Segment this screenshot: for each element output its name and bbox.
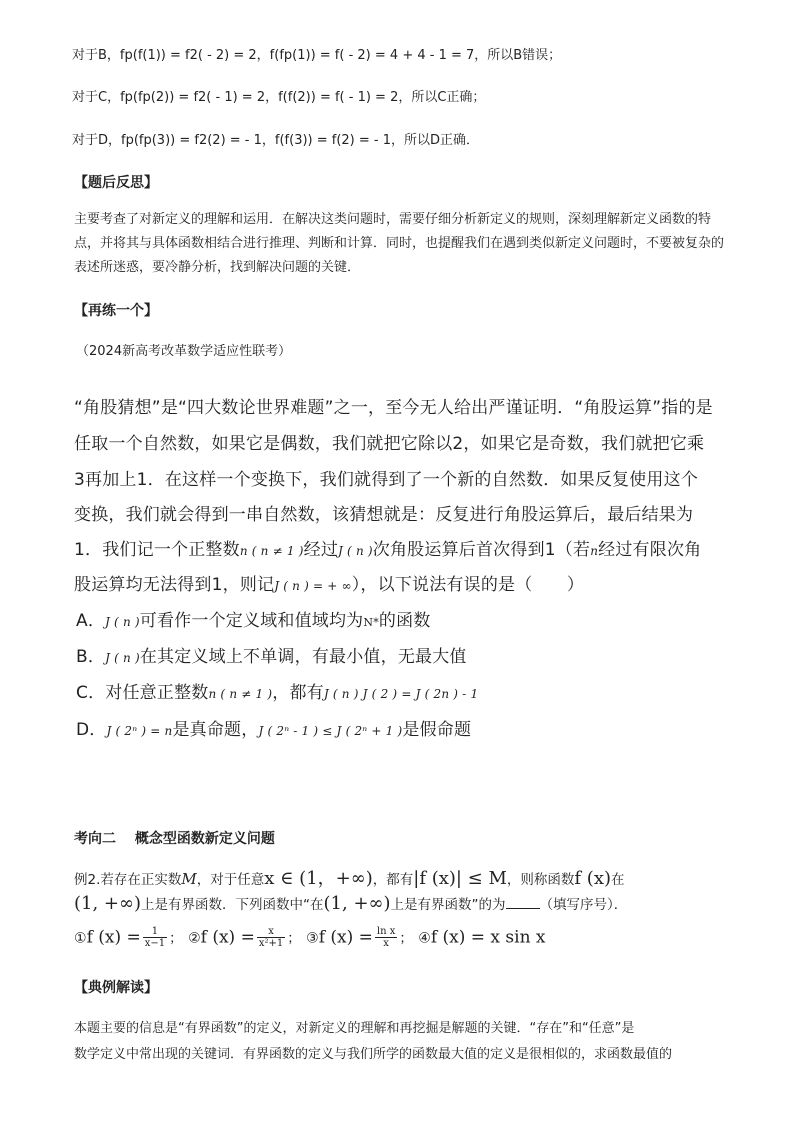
math-J-n: J ( n ) [105, 651, 140, 665]
reflection-heading: 【题后反思】 [74, 175, 158, 191]
fraction-numerator: 1 [143, 926, 167, 938]
answer-blank[interactable] [506, 896, 540, 909]
circled-2: ② [188, 930, 201, 947]
math-interval: (1, +∞) [74, 893, 142, 914]
fraction-numerator: ln x [376, 926, 396, 937]
analysis-line-2: 数学定义中常出现的关键词．有界函数的定义与我们所学的函数最大值的定义是很相似的，求函数最值的 [74, 1047, 673, 1062]
problem-line-6 [74, 570, 584, 595]
option-d [76, 715, 471, 740]
solution-line-c: 对于C，fp(fp(2)) = f2( - 1) = 2，f(f(2)) = f( - 1) = 2，所以C正确； [72, 90, 486, 105]
problem-line-2: 任取一个自然数，如果它是偶数，我们就把它除以2，如果它是奇数，我们就把它乘 [74, 434, 705, 454]
math-J-n: J ( n ) [338, 544, 373, 558]
math-f3: f (x) = [318, 927, 373, 948]
option-text: 可看作一个定义域和值域均为 [139, 611, 364, 631]
problem-text: 股运算均无法得到1，则记 [74, 575, 275, 595]
fraction-denominator: x−1 [144, 938, 166, 949]
math-N-star: N* [363, 616, 379, 629]
option-c [76, 678, 478, 703]
example-text: ，则称函数 [506, 872, 575, 888]
circled-4: ④ [418, 930, 431, 947]
fraction-numerator: x [257, 926, 285, 938]
separator: ； [169, 930, 183, 947]
section-title: 考向二 概念型函数新定义问题 [74, 831, 275, 847]
math-interval: (1, +∞) [323, 893, 391, 914]
option-a [76, 606, 431, 631]
problem-text: 1．我们记一个正整数 [74, 540, 240, 560]
math-x-in-interval: x ∈ (1，+∞) [264, 868, 373, 889]
practice-heading: 【再练一个】 [74, 303, 158, 319]
math-J-2n: J ( 2ⁿ ) = n [106, 724, 173, 738]
math-fx: f (x) [574, 868, 612, 889]
option-text: 的函数 [378, 611, 431, 631]
example-text: ，对于任意 [196, 872, 265, 888]
example-text: ，都有 [372, 872, 414, 888]
option-b [76, 642, 467, 667]
math-f2: f (x) = [200, 927, 255, 948]
option-label: A． [76, 611, 106, 631]
circled-3: ③ [306, 930, 319, 947]
analysis-line-1: 本题主要的信息是“有界函数”的定义，对新定义的理解和再挖掘是解题的关键．“存在”和“任意”是 [74, 1021, 635, 1036]
option-text: ，都有 [272, 683, 324, 703]
example-line-2 [74, 893, 627, 914]
problem-line-4: 变换，我们就会得到一串自然数，该猜想就是：反复进行角股运算后，最后结果为 [74, 505, 694, 525]
math-f4: f (x) = x sin x [430, 927, 546, 948]
math-n-neq-1: n ( n ≠ 1 ) [239, 544, 304, 558]
example-text: 上是有界函数”的为 [390, 897, 506, 913]
option-label: D． [76, 720, 107, 740]
problem-text: 经过 [303, 540, 339, 560]
fraction-denominator: x [383, 938, 389, 949]
fraction-f2 [257, 926, 285, 949]
solution-line-b: 对于B，fp(f(1)) = f2( - 2) = 2，f(fp(1)) = f( - 2) = 4 + 4 - 1 = 7，所以B错误； [72, 48, 562, 63]
example-text: 在 [611, 872, 625, 888]
option-text: 是真命题， [172, 720, 259, 740]
option-label: B． [76, 647, 106, 667]
math-f1: f (x) = [86, 927, 141, 948]
example-text: 上是有界函数．下列函数中“在 [141, 897, 324, 913]
problem-line-3: 3再加上1．在这样一个变换下，我们就得到了一个新的自然数．如果反复使用这个 [74, 470, 699, 490]
problem-text: 经过有限次角 [598, 540, 702, 560]
option-text: 在其定义域上不单调，有最小值，无最大值 [139, 647, 467, 667]
analysis-heading: 【典例解读】 [74, 980, 158, 996]
math-n: n [590, 544, 599, 558]
problem-line-1: “角股猜想”是“四大数论世界难题”之一，至今无人给出严谨证明．“角股运算”指的是 [74, 398, 713, 418]
example-line-1 [74, 864, 625, 890]
problem-text: ），以下说法有误的是（ ） [351, 575, 585, 595]
fraction-f3 [375, 926, 397, 949]
fraction-f1 [143, 926, 167, 949]
example-text: （填写序号）． [539, 897, 628, 913]
function-list [74, 926, 546, 949]
circled-1: ① [74, 930, 87, 947]
problem-text: 次角股运算后首次得到1（若 [372, 540, 591, 560]
math-J-inequality: J ( 2ⁿ - 1 ) ≤ J ( 2ⁿ + 1 ) [258, 724, 403, 738]
math-M: M [181, 870, 197, 888]
math-n-neq-1: n ( n ≠ 1 ) [208, 687, 273, 701]
example-text: 例2.若存在正实数 [74, 872, 182, 888]
practice-source: （2024新高考改革数学适应性联考） [76, 344, 292, 359]
math-abs-fx-le-M: |f (x)| ≤ M [413, 868, 507, 889]
reflection-text: 主要考查了对新定义的理解和运用．在解决这类问题时，需要仔细分析新定义的规则，深刻理解新定义函数的特点，并将其与具体函数相结合进行推理、判断和计算．同时，也提醒我们在遇到类似新定义问题时，不要被复杂的表述所迷惑，要冷静分析，找到解决问题的关键． [74, 212, 725, 275]
math-J-n-infinity: J ( n ) = + ∞ [274, 579, 352, 593]
separator: ； [287, 930, 301, 947]
solution-line-d: 对于D，fp(fp(3)) = f2(2) = - 1，f(f(3)) = f(2) = - 1，所以D正确． [72, 133, 480, 148]
option-text: 是假命题 [402, 720, 472, 740]
option-label: C．对任意正整数 [76, 683, 209, 703]
problem-line-5 [74, 535, 701, 560]
separator: ； [399, 930, 413, 947]
fraction-denominator: x²+1 [258, 938, 284, 949]
math-J-equation: J ( n ) J ( 2 ) = J ( 2n ) - 1 [323, 687, 479, 701]
math-J-n: J ( n ) [105, 615, 140, 629]
